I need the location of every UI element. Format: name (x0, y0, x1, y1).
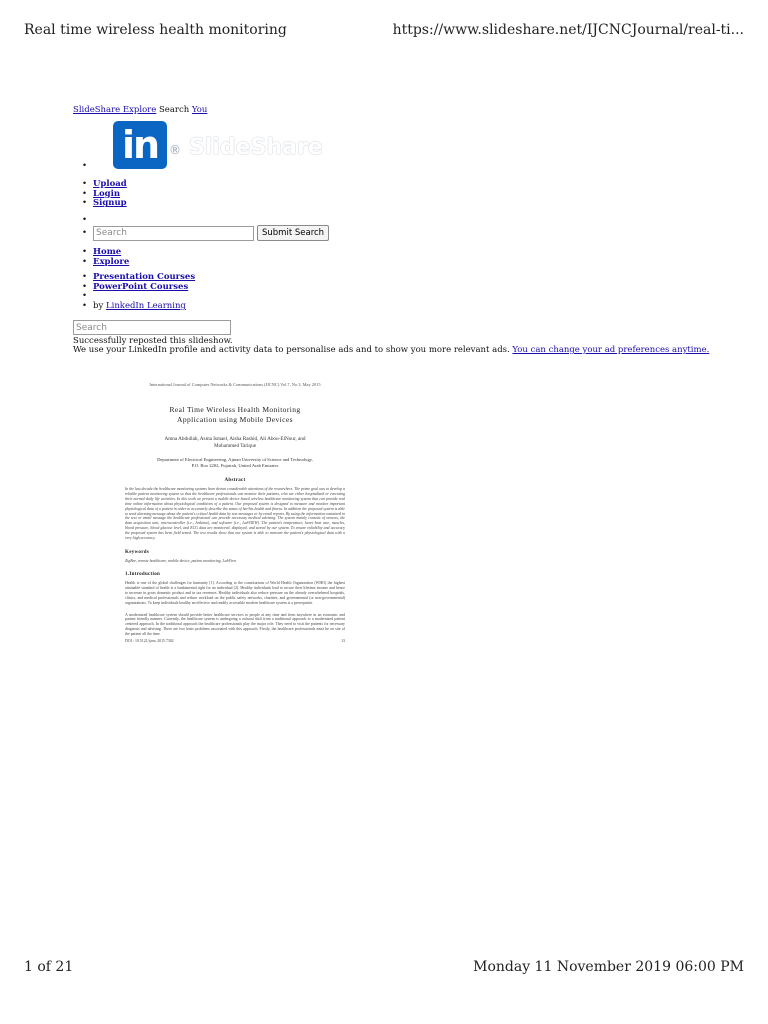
list-item: • Upload (81, 179, 127, 189)
list-item: • by LinkedIn Learning (81, 301, 186, 312)
account-links (73, 180, 127, 209)
list-item: • (81, 291, 87, 302)
ads-text: We use your LinkedIn profile and activity data to personalise ads and to show you more relevant ads. (73, 345, 510, 355)
home-link[interactable]: Home (93, 247, 122, 257)
abstract-heading: Abstract (224, 478, 246, 483)
paper-title-line: Real Time Wireless Health Monitoring (169, 405, 301, 414)
print-page-count: 1 of 21 (24, 959, 74, 975)
introduction-heading: 1.Introduction (125, 571, 161, 577)
print-header-title: Real time wireless health monitoring (24, 22, 287, 38)
list-item: • Signup (81, 198, 127, 209)
intro-paragraph: Health is one of the global challenges for humanity [1]. According to the constitutions of World Health Organization (WHO) the highest attainable standard of health is a fundamental right for an individual [2]. Healthy individuals lead to secure their lifetime income and hence to increase in gross domestic product and in tax revenues. Healthy individuals also reduce pressure on the already overwhelmed hospitals, clinics, and medical professionals and reduce workload on the public safety networks, charities, and governmental (or non-governmental) organizations. To keep individuals healthy an effective and readily accessible modern healthcare system is a prerequisite. (125, 580, 345, 605)
affiliation-line: P.O. Box 2202, Fujairah, United Arab Emirates (191, 463, 279, 468)
list-item: • PowerPoint Courses (81, 281, 189, 292)
paper-title (125, 405, 345, 425)
journal-header: International Journal of Computer Networks & Communications (IJCNC) Vol.7, No.3, May 2015 (149, 382, 321, 387)
bullet-logo: • (81, 161, 87, 171)
paper-title-line: Application using Mobile Devices (177, 415, 293, 424)
paper-affiliation (125, 457, 345, 469)
affiliation-line: Department of Electrical Engineering, Ajman University of Science and Technology, (157, 457, 313, 462)
course-links (73, 273, 195, 312)
search-row: • Search Submit Search (73, 225, 329, 241)
top-nav (73, 105, 207, 115)
list-item: • Home (81, 247, 122, 257)
linkedin-logo-icon[interactable]: in (113, 121, 167, 169)
slideshare-label: SlideShare (73, 105, 121, 115)
you-link[interactable]: You (191, 105, 208, 115)
page-number: 13 (341, 639, 345, 644)
slide-document[interactable] (125, 382, 345, 643)
secondary-search-input[interactable] (73, 320, 231, 335)
submit-search-button[interactable]: Submit Search (257, 225, 329, 241)
print-footer (24, 957, 744, 977)
empty-list-item: • (81, 215, 87, 225)
list-item: • Explore (81, 256, 130, 267)
main-links (73, 248, 129, 267)
print-header-url: https://www.slideshare.net/IJCNCJournal/real-ti... (392, 22, 744, 38)
explore-label: Explore (122, 105, 157, 115)
ads-message (73, 345, 709, 355)
upload-link[interactable]: Upload (93, 179, 127, 189)
doi: DOI : 10.5121/ijcnc.2015.7302 (125, 639, 174, 644)
linkedin-learning-link[interactable]: LinkedIn Learning (105, 301, 186, 312)
authors-line: Amna Abdullah, Asma Ismael, Aisha Rashid, Ali Abou-ElNour, and (164, 436, 306, 442)
logo-row (73, 121, 323, 171)
paper-footer (125, 639, 345, 643)
explore-link[interactable]: Explore (93, 256, 130, 267)
ad-preferences-link[interactable]: You can change your ad preferences anytime. (512, 345, 710, 355)
login-link[interactable]: Login (93, 188, 120, 199)
slideshare-wordmark: SlideShare (189, 135, 323, 160)
registered-mark: ® (169, 143, 181, 157)
list-item: • Login (81, 188, 120, 199)
authors-line: Mohammed Tarique (213, 443, 257, 449)
list-item: • Presentation Courses (81, 272, 196, 282)
presentation-courses-link[interactable]: Presentation Courses (93, 272, 196, 282)
search-input[interactable] (93, 226, 254, 241)
signup-link[interactable]: Signup (93, 198, 127, 209)
powerpoint-courses-link[interactable]: PowerPoint Courses (93, 281, 189, 292)
search-label: Search (158, 105, 190, 115)
intro-paragraph: A modernized healthcare system should provide better healthcare services to people at any time and from anywhere in an economic and patient friendly manner. Currently, the healthcare system is undergoing a cultural shift from a traditional approach to a modernized patient centered approach. In the traditional approach the healthcare professionals play the major role. They need to visit the patients for necessary diagnosis and advising. There are two basic problems associated with this approach. Firstly, the healthcare professionals must be on site of the patient all the time (125, 612, 345, 637)
repost-message: Successfully reposted this slideshow. (73, 336, 233, 346)
by-prefix: by (93, 301, 104, 312)
paper-authors (125, 436, 345, 450)
abstract-text: In the last decade the healthcare monitoring systems have drawn considerable attentions of the researchers. The prime goal was to develop a reliable patient monitoring system so that the healthcare professionals can monitor their patients, who are either hospitalized or executing their normal daily life activities. In this work we present a mobile device based wireless healthcare monitoring system that can provide real time online information about physiological conditions of a patient. Our proposed system is designed to measure and monitor important physiological data of a patient in order to accurately describe the status of her/his health and fitness. In addition the proposed system is able to send alarming message about the patient's critical health data by text messages or by email reports. By using the information contained in the text or email message the healthcare professional can provide necessary medical advising. The system mainly consists of sensors, the data acquisition unit, microcontroller (i.e., Arduino), and software (i.e., LabVIEW). The patient's temperature, heart beat rate, muscles, blood pressure, blood glucose level, and ECG data are monitored, displayed, and stored by our system. To ensure reliability and accuracy the proposed system has been field tested. The test results show that our system is able to measure the patient's physiological data with a very high accuracy. (125, 487, 346, 541)
slideshare-link[interactable] (73, 105, 156, 115)
print-header (24, 20, 744, 40)
print-datetime: Monday 11 November 2019 06:00 PM (473, 959, 744, 975)
keywords-heading: Keywords (125, 549, 150, 555)
keywords-text: ZigBee, remote healthcare, mobile device, patient monitoring, LabView (125, 558, 237, 563)
